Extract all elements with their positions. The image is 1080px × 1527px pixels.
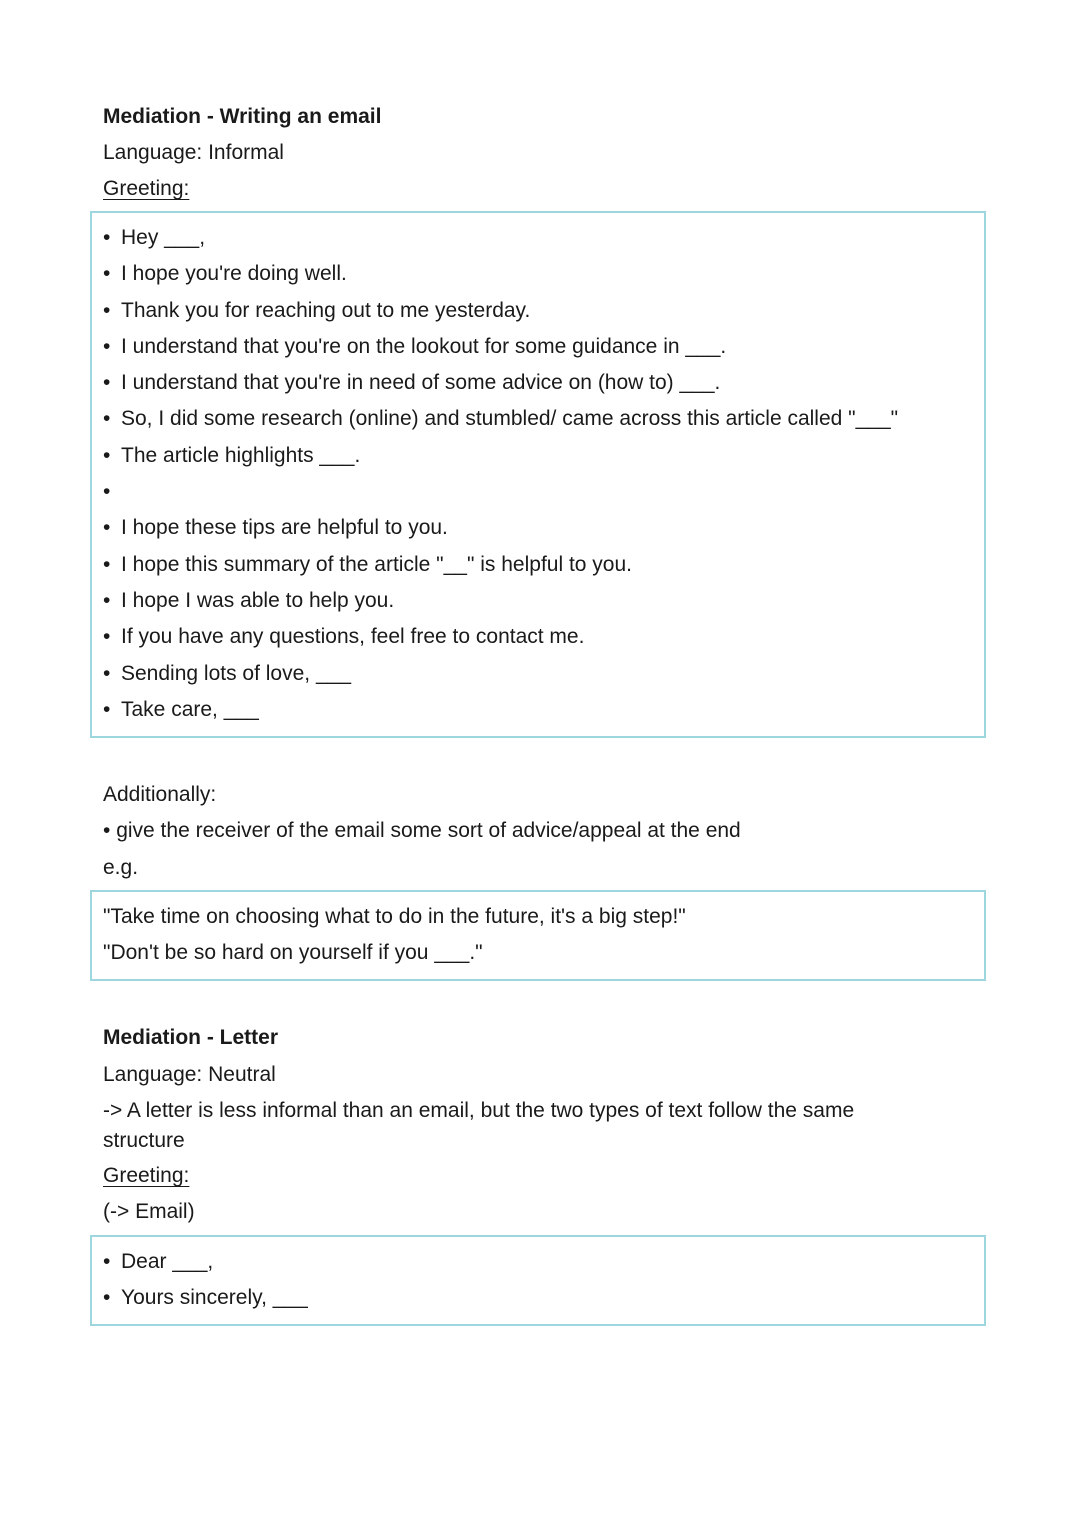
bullet-icon: • [103, 334, 111, 358]
list-item-text: So, I did some research (online) and stumbled/ came across this article called "___" [121, 407, 899, 431]
list-item-text: I hope you're doing well. [121, 262, 347, 286]
bullet-icon: • [103, 552, 111, 576]
list-item-text: I hope this summary of the article "__" is helpful to you. [121, 552, 632, 576]
list-item-text: I hope I was able to help you. [121, 588, 395, 612]
list-item-text: Sending lots of love, ___ [121, 661, 351, 685]
list-item [103, 332, 898, 368]
additionally-label: Additionally: [103, 783, 217, 806]
bullet-icon: • [103, 625, 111, 649]
list-item-text: Yours sincerely, ___ [121, 1286, 308, 1310]
list-item [103, 259, 898, 295]
letter-section-title: Mediation - Letter [103, 1026, 279, 1049]
list-item [103, 586, 898, 622]
letter-phrases-list [103, 1247, 308, 1320]
bullet-icon: • [103, 1286, 111, 1310]
list-item [103, 296, 898, 332]
list-item-text: The article highlights ___. [121, 443, 361, 467]
list-item [103, 550, 898, 586]
letter-note: -> A letter is less informal than an email, but the two types of text follow the same structure [103, 1099, 855, 1152]
list-item-text: Hey ___, [121, 226, 206, 249]
list-item [103, 695, 898, 731]
list-item-text: I understand that you're in need of some advice on (how to) ___. [121, 371, 721, 395]
email-language: Language: Informal [103, 141, 284, 164]
bullet-icon: • [103, 819, 111, 842]
list-item [103, 404, 898, 440]
list-item-text: I hope these tips are helpful to you. [121, 516, 448, 540]
bullet-icon: • [103, 262, 111, 286]
bullet-icon: • [103, 443, 111, 467]
list-item-text: Take care, ___ [121, 697, 259, 721]
email-phrases-list [103, 223, 898, 731]
email-greeting-label: Greeting: [103, 177, 190, 200]
bullet-icon: • [103, 1250, 111, 1273]
letter-greeting-label: Greeting: [103, 1164, 190, 1187]
additionally-item-text: give the receiver of the email some sort of advice/appeal at the end [116, 819, 741, 842]
list-item-text: Thank you for reaching out to me yesterday. [121, 298, 531, 322]
bullet-icon: • [103, 588, 111, 612]
example-quote-1: "Take time on choosing what to do in the future, it's a big step!" [103, 905, 686, 928]
list-item-text: I understand that you're on the lookout for some guidance in ___. [121, 334, 727, 358]
letter-greeting-ref: (-> Email) [103, 1200, 195, 1223]
additionally-item [103, 816, 741, 846]
list-item [103, 477, 898, 513]
list-item [103, 513, 898, 549]
list-item [103, 1283, 308, 1319]
eg-label: e.g. [103, 856, 139, 879]
list-item [103, 622, 898, 658]
bullet-icon: • [103, 407, 111, 431]
email-section-title: Mediation - Writing an email [103, 105, 382, 128]
list-item-text: If you have any questions, feel free to contact me. [121, 625, 585, 649]
list-item-text: Dear ___, [121, 1250, 214, 1273]
bullet-icon: • [103, 371, 111, 395]
list-item [103, 441, 898, 477]
example-quote-2: "Don't be so hard on yourself if you ___." [103, 941, 483, 964]
list-item [103, 223, 898, 259]
bullet-icon: • [103, 697, 111, 721]
bullet-icon: • [103, 298, 111, 322]
list-item [103, 368, 898, 404]
bullet-icon: • [103, 516, 111, 540]
list-item [103, 1247, 308, 1283]
bullet-icon: • [103, 226, 111, 249]
bullet-icon: • [103, 661, 111, 685]
bullet-icon: • [103, 480, 111, 504]
list-item [103, 659, 898, 695]
letter-language: Language: Neutral [103, 1063, 276, 1086]
